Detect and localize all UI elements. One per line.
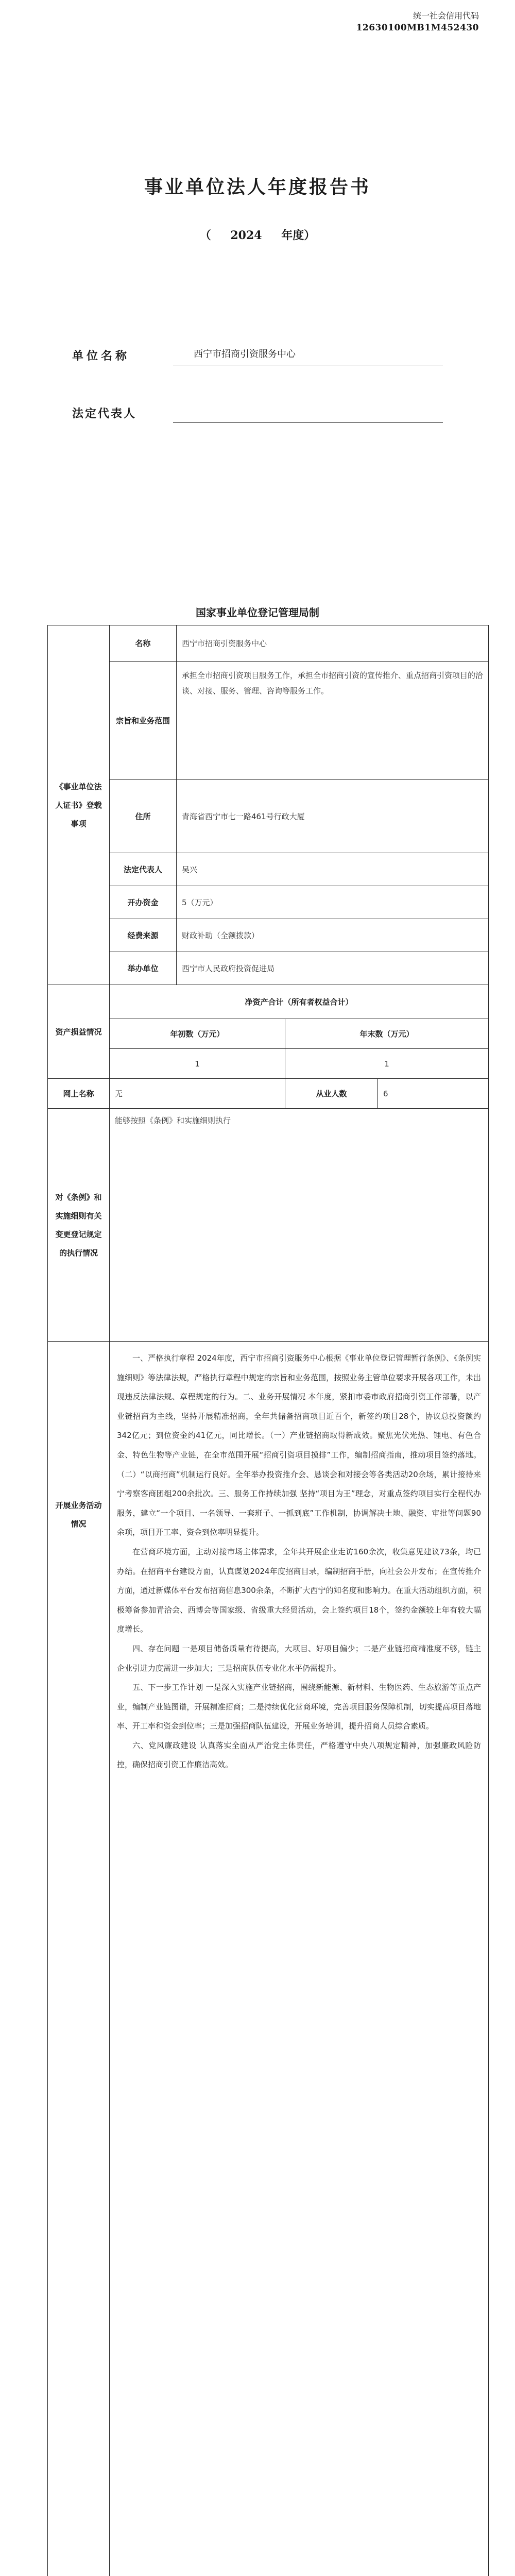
business-label: 开展业务活动情况: [48, 1342, 110, 2576]
assets-label: 资产损益情况: [48, 985, 110, 1079]
compliance-label: 对《条例》和实施细则有关变更登记规定的执行情况: [48, 1109, 110, 1342]
address-label: 住所: [110, 780, 177, 853]
credit-code-label: 统一社会信用代码: [413, 11, 479, 21]
source-value: 财政补助（全额拨款）: [177, 919, 489, 952]
cert-section-label: 《事业单位法人证书》登载事项: [48, 625, 110, 985]
source-label: 经费来源: [110, 919, 177, 952]
report-year: [0, 227, 515, 243]
year-open: （: [199, 229, 211, 242]
funding-value: 5（万元）: [177, 886, 489, 919]
name-label: 名称: [110, 625, 177, 662]
purpose-label: 宗旨和业务范围: [110, 662, 177, 780]
legal-rep-value: [173, 402, 443, 423]
assets-begin-value: 1: [110, 1049, 285, 1079]
unit-name-label: 单位名称: [72, 349, 130, 363]
unit-name-row: [72, 344, 443, 367]
legal-rep-label: 法定代表人: [72, 407, 137, 420]
assets-col-end: 年末数（万元）: [285, 1019, 489, 1049]
page-title: 事业单位法人年度报告书: [144, 176, 371, 198]
funding-label: 开办资金: [110, 886, 177, 919]
name-value: 西宁市招商引资服务中心: [177, 625, 489, 662]
assets-col-begin: 年初数（万元）: [110, 1019, 285, 1049]
sponsor-label: 举办单位: [110, 952, 177, 985]
staff-label: 从业人数: [285, 1079, 378, 1109]
address-value: 青海省西宁市七一路461号行政大厦: [177, 780, 489, 853]
year-value: 2024: [230, 229, 262, 242]
credit-code-value: 12630100MB1M452430: [356, 23, 479, 33]
sponsor-value: 西宁市人民政府投资促进局: [177, 952, 489, 985]
business-content: [110, 1342, 489, 2576]
unit-name-value: 西宁市招商引资服务中心: [173, 344, 443, 365]
legal-rep-field-value: 吴兴: [177, 853, 489, 886]
business-paragraph: 五、下一步工作计划 一是深入实施产业链招商，围绕新能源、新材料、生物医药、生态旅游等重点产业，编制产业链图谱，开展精准招商；二是持续优化营商环境，完善项目服务保障机制，切实提高项目落地率、开工率和资金到位率；三是加强招商队伍建设，开展业务培训，提升招商人员综合素质。: [117, 1683, 482, 1731]
assets-header: 净资产合计（所有者权益合计）: [110, 985, 489, 1019]
business-paragraph: 一、严格执行章程 2024年度，西宁市招商引资服务中心根据《事业单位登记管理暂行条例》、《条例实施细则》等法律法规，严格执行章程中规定的宗旨和业务范围，按照业务主管单位要求开展各项工作，未出现违反法律法规、章程规定的行为。二、业务开展情况 本年度，紧扣市委市政府招商引资工作部署，以产业链招商为主线，坚持开展精准招商，全年共储备招商项目近百个，新签约项目28个，协议总投资额约342亿元；到位资金约41亿元，同比增长。（一）产业链招商取得新成效。聚焦光伏光热、锂电、有色合金、特色生物等产业链，在全市范围开展“招商引资项目摸排”工作，编制招商指南，推动项目签约落地。（二）“以商招商”机制运行良好。全年举办投资推介会、恳谈会和对接会等各类活动20余场，累计接待来宁考察客商团组200余批次。三、服务工作持续加强 坚持“项目为王”理念，对重点签约项目实行全程代办服务，建立“一个项目、一名领导、一套班子、一抓到底”工作机制，协调解决土地、融资、审批等问题90余项，项目开工率、资金到位率明显提升。: [117, 1353, 482, 1537]
revenue-value: 无: [110, 1079, 285, 1109]
revenue-label: 网上名称: [48, 1079, 110, 1109]
legal-rep-row: [72, 402, 443, 425]
legal-rep-field-label: 法定代表人: [110, 853, 177, 886]
issuer-header: 国家事业单位登记管理局制: [196, 606, 319, 619]
business-paragraph: 六、党风廉政建设 认真落实全面从严治党主体责任，严格遵守中央八项规定精神，加强廉政风险防控，确保招商引资工作廉洁高效。: [117, 1740, 482, 1770]
assets-end-value: 1: [285, 1049, 489, 1079]
report-form: [47, 625, 489, 2576]
business-paragraph: 在营商环境方面，主动对接市场主体需求，全年共开展企业走访160余次，收集意见建议73条，均已办结。在招商平台建设方面，认真谋划2024年度招商目录，编制招商手册，向社会公开发布；在宣传推介方面，通过新媒体平台发布招商信息300余条，不断扩大西宁的知名度和影响力。在重大活动组织方面，积极筹备参加青洽会、西博会等国家级、省级重大经贸活动，会上签约项目18个，签约金额较上年有较大幅度增长。: [117, 1547, 482, 1634]
business-paragraph: 四、存在问题 一是项目储备质量有待提高，大项目、好项目偏少；二是产业链招商精准度不够，链主企业引进力度需进一步加大；三是招商队伍专业化水平仍需提升。: [117, 1643, 482, 1673]
compliance-value: 能够按照《条例》和实施细则执行: [110, 1109, 489, 1342]
year-unit: 年度）: [281, 229, 316, 242]
staff-value: 6: [378, 1079, 489, 1109]
purpose-value: 承担全市招商引资项目服务工作，承担全市招商引资的宣传推介、重点招商引资项目的洽谈、对接、服务、管理、咨询等服务工作。: [177, 662, 489, 780]
